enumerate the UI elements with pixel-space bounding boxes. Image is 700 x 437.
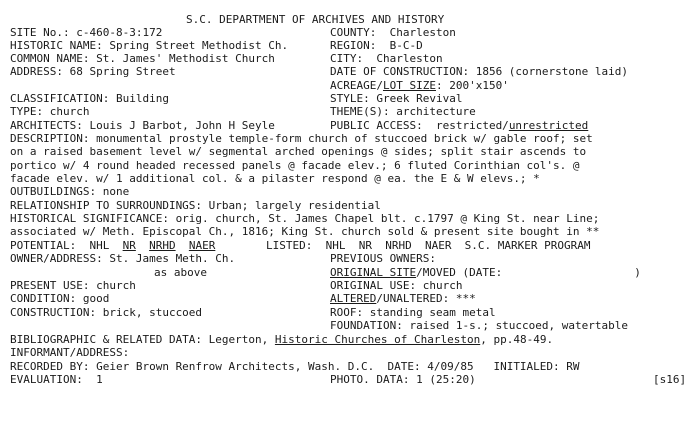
site-number: SITE No.: c-460-8-3:172 bbox=[10, 26, 163, 39]
classification: CLASSIFICATION: Building bbox=[10, 92, 169, 105]
style: STYLE: Greek Revival bbox=[330, 92, 463, 105]
description-line: portico w/ 4 round headed recessed panels @ facade elev.; 6 fluted Corinthian col's. @ bbox=[10, 159, 580, 172]
bibliographic-data: BIBLIOGRAPHIC & RELATED DATA: Legerton, Historic Churches of Charleston, pp.48-49. bbox=[10, 333, 554, 346]
region: REGION: B-C-D bbox=[330, 39, 423, 52]
address: ADDRESS: 68 Spring Street bbox=[10, 65, 176, 78]
recorded-by: RECORDED BY: Geier Brown Renfrow Architects, Wash. D.C. DATE: 4/09/85 INITIALED: RW bbox=[10, 360, 580, 373]
relationship-to-surroundings: RELATIONSHIP TO SURROUNDINGS: Urban; largely residential bbox=[10, 199, 381, 212]
owner-address-continued: as above bbox=[154, 266, 207, 279]
public-access: PUBLIC ACCESS: restricted/unrestricted bbox=[330, 119, 589, 132]
significance-line: associated w/ Meth. Episcopal Ch., 1816; King St. church sold & present site bought in ** bbox=[10, 225, 600, 238]
acreage: ACREAGE/LOT SIZE: 200'x150' bbox=[330, 79, 509, 92]
original-use: ORIGINAL USE: church bbox=[330, 279, 463, 292]
date-of-construction: DATE OF CONSTRUCTION: 1856 (cornerstone laid) bbox=[330, 65, 629, 78]
historic-name: HISTORIC NAME: Spring Street Methodist Ch. bbox=[10, 39, 289, 52]
potential: POTENTIAL: NHL NR NRHD NAER bbox=[10, 239, 216, 252]
city: CITY: Charleston bbox=[330, 52, 443, 65]
construction: CONSTRUCTION: brick, stuccoed bbox=[10, 306, 203, 319]
foundation: FOUNDATION: raised 1-s.; stuccoed, watertable bbox=[330, 319, 629, 332]
description-line: on a raised basement level w/ segmental arched openings @ sides; split stair ascends to bbox=[10, 145, 587, 158]
description-line: DESCRIPTION: monumental prostyle temple-form church of stuccoed brick w/ gable roof; set bbox=[10, 132, 593, 145]
evaluation: EVALUATION: 1 bbox=[10, 373, 103, 386]
type: TYPE: church bbox=[10, 105, 90, 118]
present-use: PRESENT USE: church bbox=[10, 279, 136, 292]
form-title: S.C. DEPARTMENT OF ARCHIVES AND HISTORY bbox=[186, 13, 445, 26]
listed: LISTED: NHL NR NRHD NAER S.C. MARKER PROGRAM bbox=[266, 239, 591, 252]
outbuildings: OUTBUILDINGS: none bbox=[10, 185, 130, 198]
roof: ROOF: standing seam metal bbox=[330, 306, 496, 319]
photo-data: PHOTO. DATA: 1 (25:20) bbox=[330, 373, 476, 386]
county: COUNTY: Charleston bbox=[330, 26, 456, 39]
sheet-code: [s16] bbox=[653, 373, 687, 386]
significance-line: HISTORICAL SIGNIFICANCE: orig. church, St. James Chapel blt. c.1797 @ King St. near Line; bbox=[10, 212, 600, 225]
themes: THEME(S): architecture bbox=[330, 105, 476, 118]
previous-owners: PREVIOUS OWNERS: bbox=[330, 252, 436, 265]
condition: CONDITION: good bbox=[10, 292, 110, 305]
description-line: facade elev. w/ 1 additional col. & a pilaster respond @ ea. the E & W elevs.; * bbox=[10, 172, 540, 185]
informant-address: INFORMANT/ADDRESS: bbox=[10, 346, 130, 359]
original-site: ORIGINAL SITE/MOVED (DATE: ) bbox=[330, 266, 641, 279]
common-name: COMMON NAME: St. James' Methodist Church bbox=[10, 52, 275, 65]
altered: ALTERED/UNALTERED: *** bbox=[330, 292, 476, 305]
architects: ARCHITECTS: Louis J Barbot, John H Seyle bbox=[10, 119, 275, 132]
owner-address: OWNER/ADDRESS: St. James Meth. Ch. bbox=[10, 252, 236, 265]
